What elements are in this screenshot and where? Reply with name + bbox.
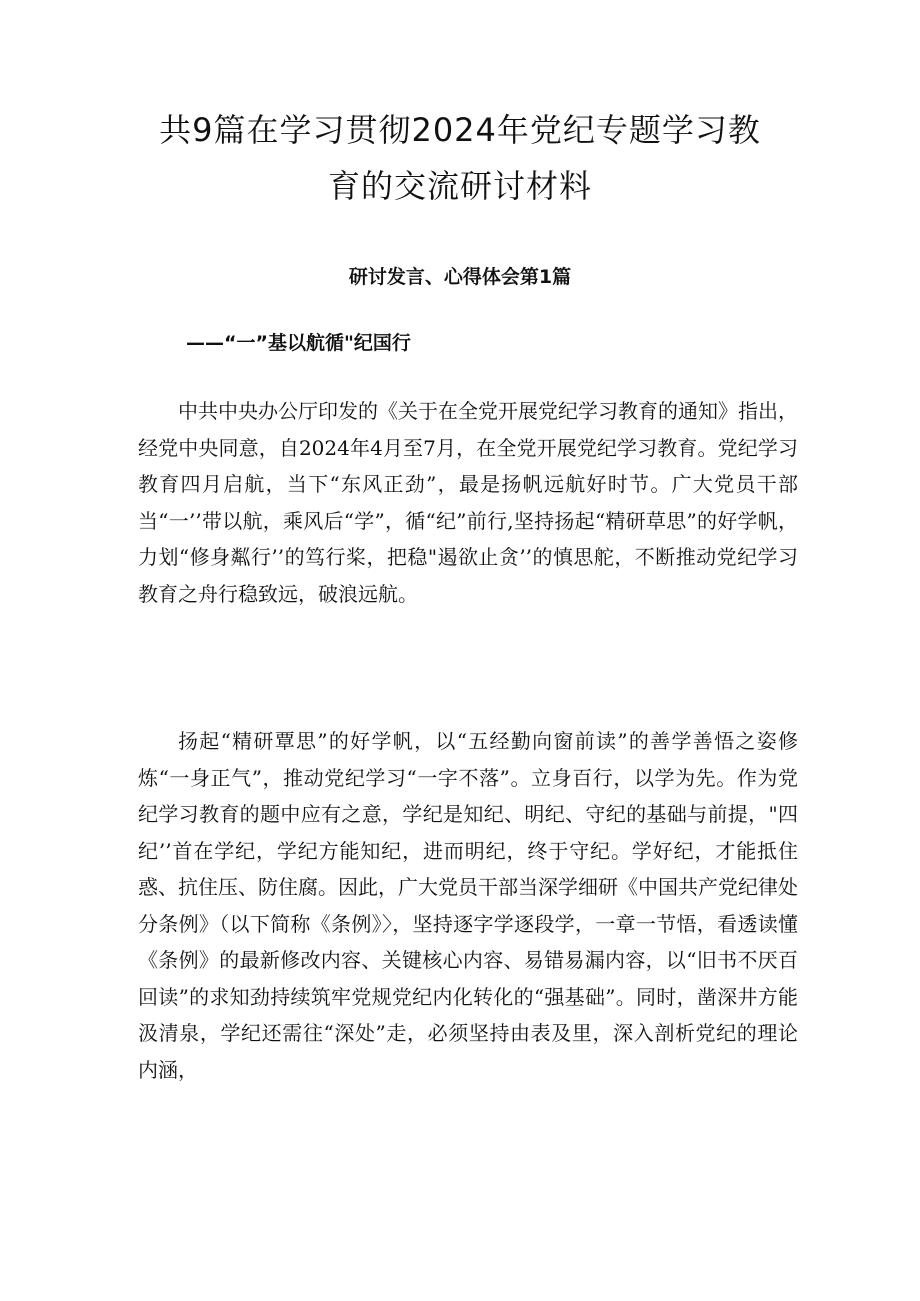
body-paragraph-1: 中共中央办公厅印发的《关于在全党开展党纪学习教育的通知》指出，经党中央同意，自2024年4月至7月，在全党开展党纪学习教育。党纪学习教育四月启航，当下“东风正劲”，最是扬帆远航好时节。广大党员干部当“一’’带以航，乘风后“学”，循“纪”前行,坚持扬起“精研草思”的好学帆，力划“修身粼行’’的笃行桨，把稳"遏欲止贪’’的慎思舵，不断推动党纪学习教育之舟行稳致远，破浪远航。 (138, 399, 798, 606)
body-paragraph-2: 扬起“精研覃思”的好学帆，以“五经勤向窗前读”的善学善悟之姿修炼“一身正气”，推动党纪学习“一字不落”。立身百行，以学为先。作为党纪学习教育的题中应有之意，学纪是知纪、明纪、守纪的基础与前提，"四纪’’首在学纪，学纪方能知纪，进而明纪，终于守纪。学好纪，才能抵住惑、抗住压、防住腐。因此，广大党员干部当深学细研《中国共产党纪律处分条例》（以下简称《条例》〉，坚持逐字学逐段学，一章一节悟，看透读懂《条例》的最新修改内容、关键核心内容、易错易漏内容，以“旧书不厌百回读”的求知劲持续筑牢党规党纪内化转化的“强基础”。同时，凿深井方能汲清泉，学纪还需往“深处”走，必须坚持由表及里，深入剖析党纪的理论内涵， (138, 729, 798, 1082)
section-heading: 研讨发言、心得体会第1篇 (348, 266, 572, 288)
section-tagline: ——“一”基以航循"纪国行 (186, 332, 411, 354)
document-title: 共9篇在学习贯彻2024年党纪专题学习教育的交流研讨材料 (159, 111, 761, 205)
